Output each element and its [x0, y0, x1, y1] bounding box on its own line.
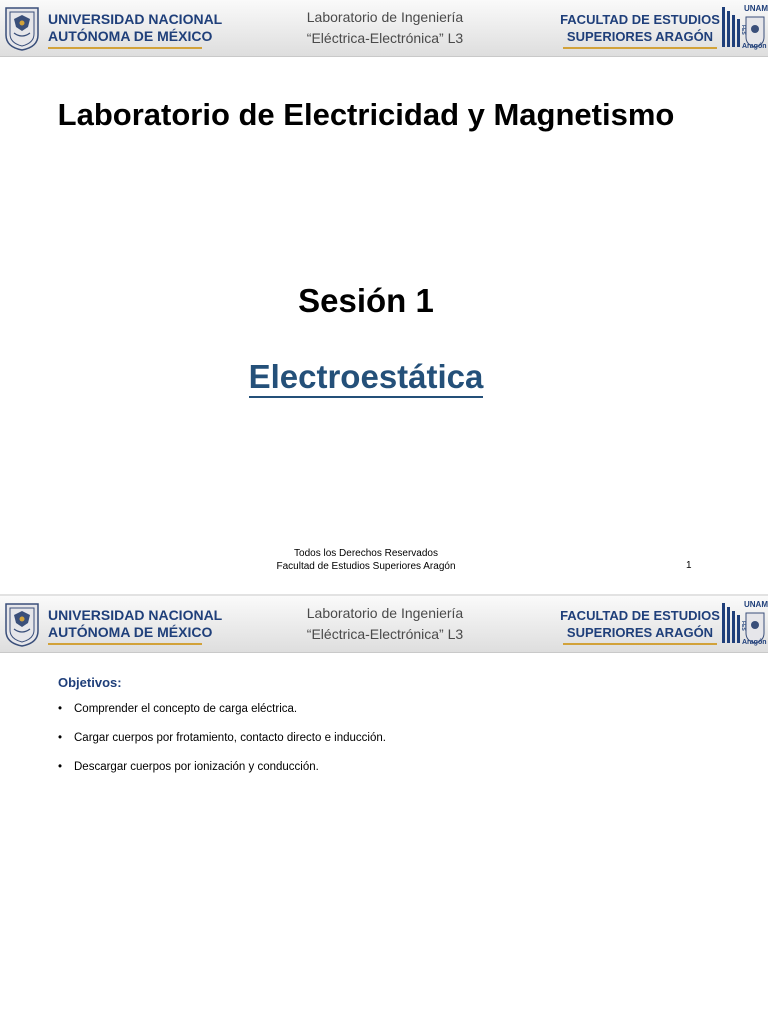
objectives-list: [58, 702, 386, 789]
rights-line1: Todos los Derechos Reservados: [294, 548, 438, 559]
gold-underline: [563, 47, 717, 49]
fes-name-line1: FACULTAD DE ESTUDIOS: [560, 12, 720, 27]
fes-aragon-logo-icon: [720, 599, 766, 649]
logo-aragon-text: Aragón: [742, 43, 767, 50]
fes-name-line1: FACULTAD DE ESTUDIOS: [560, 608, 720, 623]
logo-unam-text: UNAM: [744, 4, 768, 13]
list-item: [58, 760, 386, 775]
slide-2: [0, 596, 768, 1024]
session-label: Sesión 1: [298, 282, 434, 319]
bullet-icon: •: [58, 761, 63, 773]
lab-name-line1: Laboratorio de Ingeniería: [306, 9, 464, 25]
rights-line2: Facultad de Estudios Superiores Aragón: [276, 561, 456, 572]
objectives-heading: Objetivos:: [58, 675, 122, 690]
fes-name-line2: SUPERIORES ARAGÓN: [566, 625, 714, 640]
unam-name-line2: AUTÓNOMA DE MÉXICO: [48, 624, 213, 640]
list-item: [58, 731, 386, 746]
unam-name-line2: AUTÓNOMA DE MÉXICO: [48, 28, 213, 44]
objective-text: Cargar cuerpos por frotamiento, contacto directo e inducción.: [74, 732, 386, 744]
fes-name-line2: SUPERIORES ARAGÓN: [566, 29, 714, 44]
objective-text: Descargar cuerpos por ionización y conducción.: [74, 761, 319, 773]
topic-title: Electroestática: [249, 358, 484, 398]
logo-fes-text: FES: [740, 25, 746, 35]
lab-name-line2: “Eléctrica-Electrónica” L3: [306, 626, 464, 642]
header-banner: [0, 0, 768, 57]
gold-underline: [48, 47, 202, 49]
list-item: [58, 702, 386, 717]
page-number: 1: [686, 560, 692, 571]
unam-seal-icon: [4, 601, 40, 647]
gold-underline: [563, 643, 717, 645]
unam-name-line1: UNIVERSIDAD NACIONAL: [48, 11, 223, 27]
unam-name-line1: UNIVERSIDAD NACIONAL: [48, 607, 223, 623]
bullet-icon: •: [58, 732, 63, 744]
header-banner: [0, 596, 768, 653]
objective-text: Comprender el concepto de carga eléctrica.: [74, 703, 298, 715]
logo-unam-text: UNAM: [744, 600, 768, 609]
bullet-icon: •: [58, 703, 63, 715]
logo-aragon-text: Aragón: [742, 639, 767, 646]
course-title: Laboratorio de Electricidad y Magnetismo: [57, 97, 675, 132]
lab-name-line2: “Eléctrica-Electrónica” L3: [306, 30, 464, 46]
fes-aragon-logo-icon: [720, 3, 766, 53]
unam-seal-icon: [4, 5, 40, 51]
logo-fes-text: FES: [740, 621, 746, 631]
lab-name-line1: Laboratorio de Ingeniería: [306, 605, 464, 621]
gold-underline: [48, 643, 202, 645]
